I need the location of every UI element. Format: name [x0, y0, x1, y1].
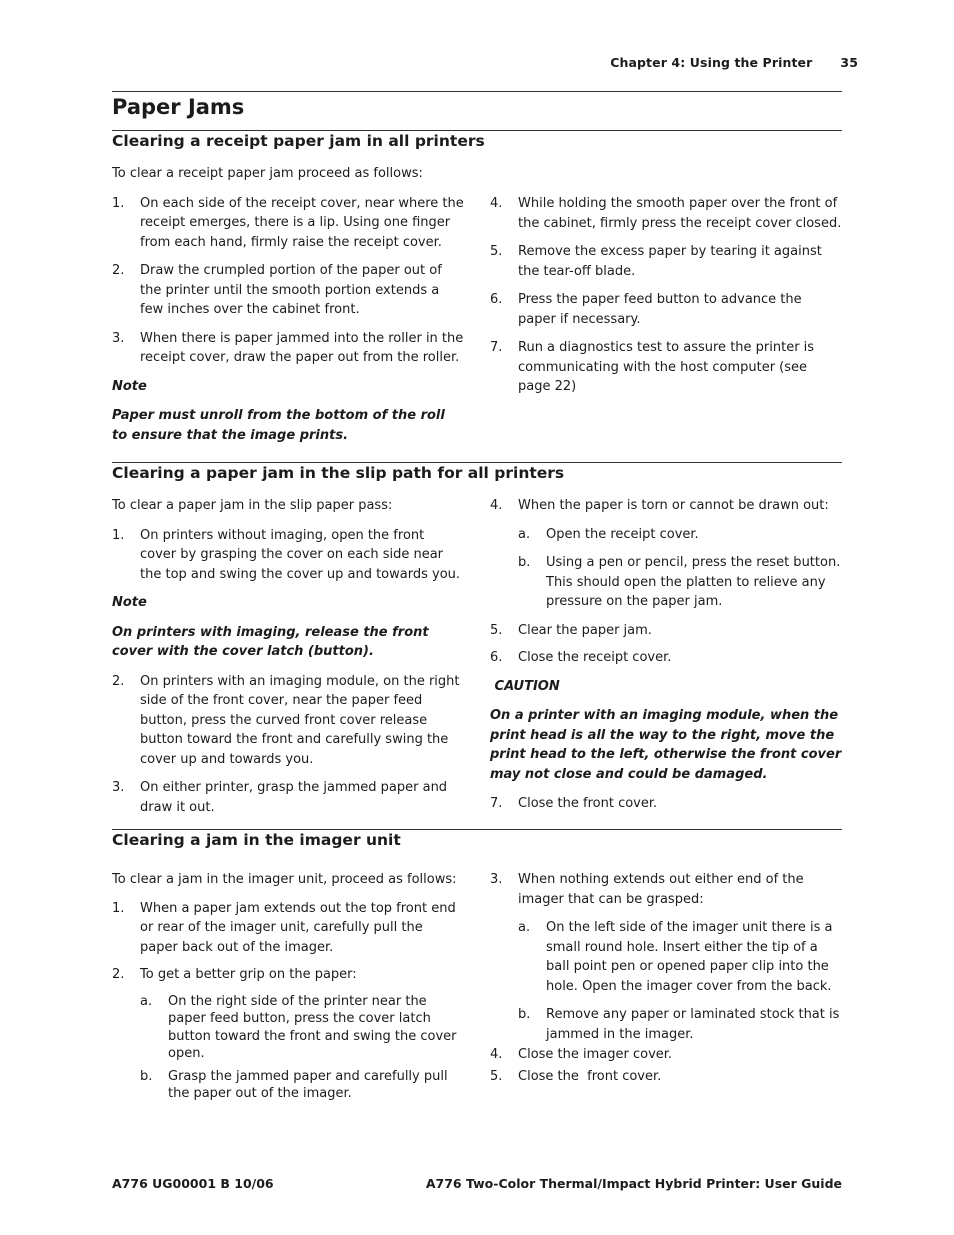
sub-list-item: a. On the left side of the imager unit there is a small round hole. Insert either the tip of a ball point pen or opened paper clip into the hole. Open the imager cover from the back. [518, 920, 833, 994]
list-item: 3. When there is paper jammed into the roller in the receipt cover, draw the paper out from the roller. [112, 330, 464, 365]
list-item: 7. Close the front cover. [490, 796, 658, 811]
list-item: 6. Press the paper feed button to advance the paper if necessary. [490, 292, 802, 327]
list-item: 3. On either printer, grasp the jammed paper and draw it out. [112, 780, 448, 815]
section-heading-slip-path: Clearing a paper jam in the slip path for all printers [112, 464, 565, 482]
section3-intro: To clear a jam in the imager unit, proceed as follows: [112, 872, 457, 887]
section-rule [112, 462, 842, 463]
note-text: Paper must unroll from the bottom of the roll to ensure that the image prints. [112, 408, 445, 443]
header-rule [112, 91, 842, 92]
caution-label: CAUTION [490, 678, 560, 694]
section3-left-column [112, 870, 464, 1112]
list-item: 4. When the paper is torn or cannot be drawn out: [490, 498, 829, 513]
sub-list-item: b. Remove any paper or laminated stock that is jammed in the imager. [518, 1007, 840, 1042]
sub-list-item: b. Using a pen or pencil, press the reset button. This should open the platten to relieve any pressure on the paper jam. [518, 555, 841, 609]
section-heading-receipt-jam: Clearing a receipt paper jam in all printers [112, 132, 485, 150]
note-text: On printers with imaging, release the front cover with the cover latch (button). [112, 624, 429, 659]
list-item: 5. Remove the excess paper by tearing it against the tear-off blade. [490, 244, 822, 279]
list-item: 2. To get a better grip on the paper: [112, 967, 357, 982]
list-item: 1. On printers without imaging, open the front cover by grasping the cover on each side near the top and swing the cover up and towards you. [112, 527, 461, 582]
list-item: 4. Close the imager cover. [490, 1047, 673, 1062]
sub-list-item: a. Open the receipt cover. [518, 526, 699, 542]
list-item: 1. On each side of the receipt cover, near where the receipt emerges, there is a lip. Using one finger from each hand, firmly raise the receipt cover. [112, 195, 464, 250]
list-item: 6. Close the receipt cover. [490, 650, 672, 665]
section2-left-column [112, 496, 464, 826]
sub-list-item: b. Grasp the jammed paper and carefully pull the paper out of the imager. [140, 1068, 448, 1101]
section2-intro: To clear a paper jam in the slip paper pass: [112, 498, 393, 513]
running-header [610, 55, 858, 70]
list-item: 1. When a paper jam extends out the top front end or rear of the imager unit, carefully pull the paper back out of the imager. [112, 900, 456, 955]
section1-right-column [490, 194, 842, 406]
footer-doc-title: A776 Two-Color Thermal/Impact Hybrid Printer: User Guide [425, 1176, 842, 1191]
note-label: Note [112, 595, 147, 610]
section-rule [112, 829, 842, 830]
section1-intro: To clear a receipt paper jam proceed as follows: [112, 166, 423, 181]
list-item: 5. Clear the paper jam. [490, 622, 652, 638]
page-number: 35 [840, 55, 858, 70]
page-title: Paper Jams [112, 95, 245, 119]
note-label: Note [112, 378, 147, 394]
list-item: 5. Close the front cover. [490, 1068, 662, 1084]
footer-doc-id: A776 UG00001 B 10/06 [112, 1176, 274, 1191]
list-item: 2. On printers with an imaging module, on the right side of the front cover, near the paper feed button, press the curved front cover release button toward the front and carefully swing the cover up and towards you. [112, 673, 460, 767]
title-rule [112, 130, 842, 131]
list-item: 2. Draw the crumpled portion of the paper out of the printer until the smooth portion extends a few inches over the cabinet front. [112, 263, 442, 317]
section1-left-column [112, 164, 464, 455]
chapter-title: Chapter 4: Using the Printer [610, 55, 813, 70]
section3-right-column [490, 870, 842, 1095]
list-item: 4. While holding the smooth paper over the front of the cabinet, firmly press the receipt cover closed. [490, 196, 842, 231]
sub-list-item: a. On the right side of the printer near the paper feed button, press the cover latch button toward the front and swing the cover open. [140, 993, 457, 1061]
section2-right-column [490, 496, 842, 823]
list-item: 3. When nothing extends out either end of the imager that can be grasped: [490, 872, 804, 907]
section-heading-imager-jam: Clearing a jam in the imager unit [112, 831, 401, 849]
list-item: 7. Run a diagnostics test to assure the printer is communicating with the host computer (see page 22) [490, 340, 815, 394]
caution-text: On a printer with an imaging module, when the print head is all the way to the right, move the print head to the left, otherwise the front cover may not close and could be damaged. [490, 708, 842, 782]
